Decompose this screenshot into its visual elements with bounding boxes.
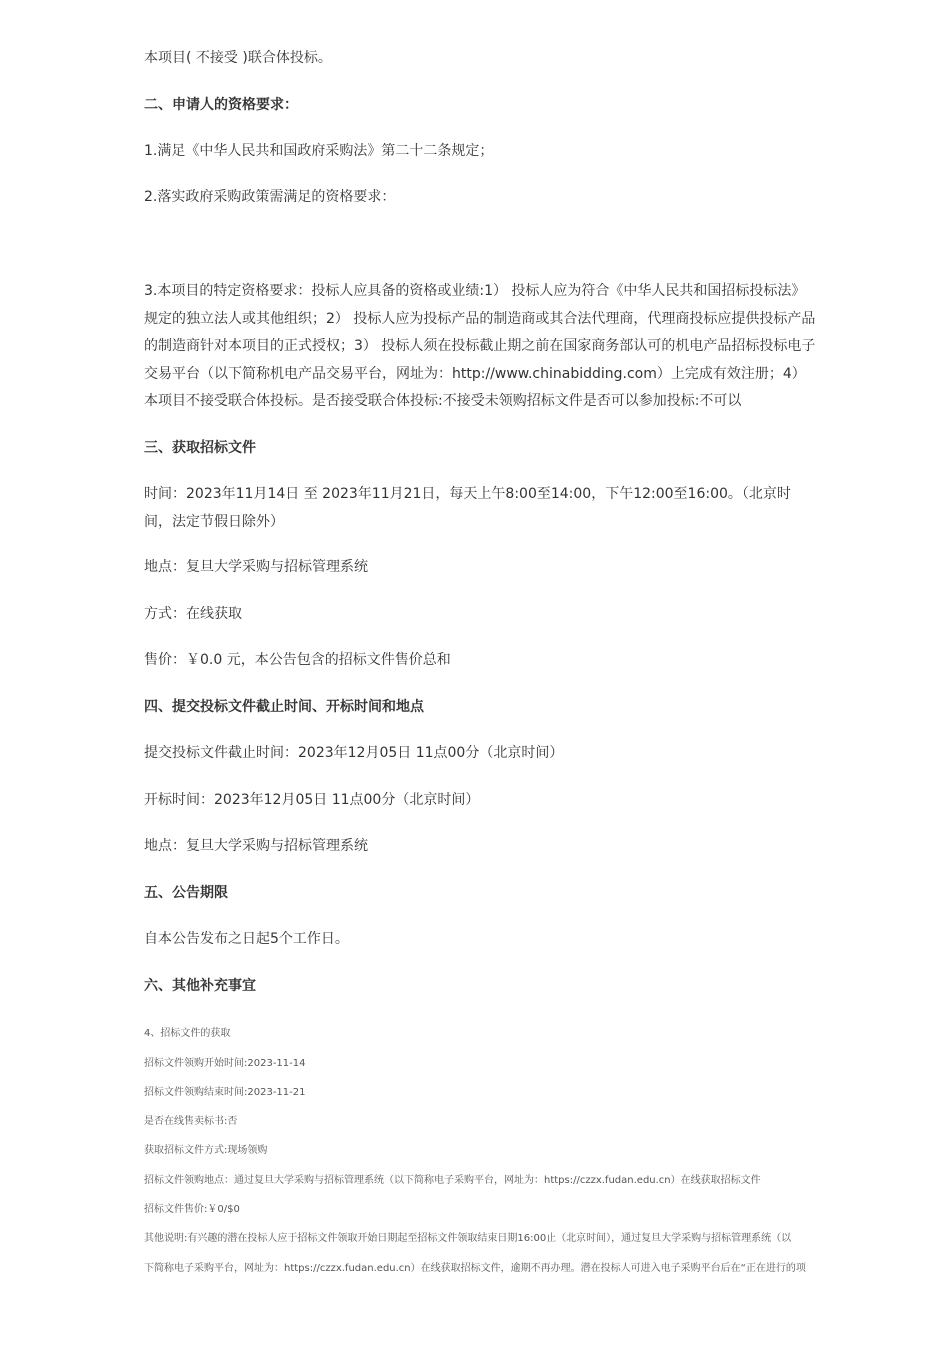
notice-period: 自本公告发布之日起5个工作日。 [144, 931, 349, 947]
obtain-method: 方式：在线获取 [144, 606, 242, 622]
supplement-line: 招标文件领购地点：通过复旦大学采购与招标管理系统（以下简称电子采购平台，网址为：https://czzx.fudan.edu.cn）在线获取招标文件 [144, 1175, 761, 1186]
bid-opening-time: 开标时间：2023年12月05日 11点00分（北京时间） [144, 792, 480, 808]
section-heading-qualifications: 二、申请人的资格要求： [144, 97, 298, 113]
submission-deadline: 提交投标文件截止时间：2023年12月05日 11点00分（北京时间） [144, 745, 564, 761]
section-heading-deadline: 四、提交投标文件截止时间、开标时间和地点 [144, 699, 424, 715]
supplement-line: 其他说明:有兴趣的潜在投标人应于招标文件领取开始日期起至招标文件领取结束日期16:00止（北京时间），通过复旦大学采购与招标管理系统（以 [144, 1233, 792, 1244]
section-heading-obtain-documents: 三、获取招标文件 [144, 440, 256, 456]
obtain-price: 售价：￥0.0 元，本公告包含的招标文件售价总和 [144, 652, 451, 668]
requirement-2: 2.落实政府采购政策需满足的资格要求： [144, 189, 396, 205]
supplement-line: 获取招标文件方式:现场领购 [144, 1145, 268, 1156]
obtain-place: 地点：复旦大学采购与招标管理系统 [144, 559, 368, 575]
requirement-1: 1.满足《中华人民共和国政府采购法》第二十二条规定； [144, 143, 494, 159]
supplement-line: 下简称电子采购平台，网址为：https://czzx.fudan.edu.cn）在线获取招标文件，逾期不再办理。潜在投标人可进入电子采购平台后在“正在进行的项 [144, 1263, 806, 1274]
supplement-line: 是否在线售卖标书:否 [144, 1116, 238, 1127]
supplement-line: 招标文件领购结束时间:2023-11-21 [144, 1087, 306, 1098]
consortium-note: 本项目( 不接受 )联合体投标。 [144, 50, 332, 66]
supplement-line: 招标文件售价:￥0/$0 [144, 1204, 240, 1215]
supplement-line: 招标文件领购开始时间:2023-11-14 [144, 1058, 306, 1069]
requirement-3: 3.本项目的特定资格要求：投标人应具备的资格或业绩:1） 投标人应为符合《中华人民共和国招标投标法》规定的独立法人或其他组织；2） 投标人应为投标产品的制造商或其合法代理商，代理商投标应提供投标产品的制造商针对本项目的正式授权；3） 投标人须在投标截止期之前在国家商务部认可的机电产品招标投标电子交易平台（以下简称机电产品交易平台，网址为：http://www.chinabidding.com）上完成有效注册；4） 本项目不接受联合体投标。是否接受联合体投标:不接受未领购招标文件是否可以参加投标:不可以 [144, 283, 816, 409]
section-heading-supplement: 六、其他补充事宜 [144, 978, 256, 994]
section-heading-notice-period: 五、公告期限 [144, 885, 228, 901]
bid-opening-place: 地点：复旦大学采购与招标管理系统 [144, 838, 368, 854]
supplement-line: 4、招标文件的获取 [144, 1028, 231, 1039]
obtain-time: 时间：2023年11月14日 至 2023年11月21日，每天上午8:00至14:00，下午12:00至16:00。（北京时间，法定节假日除外） [144, 486, 791, 530]
